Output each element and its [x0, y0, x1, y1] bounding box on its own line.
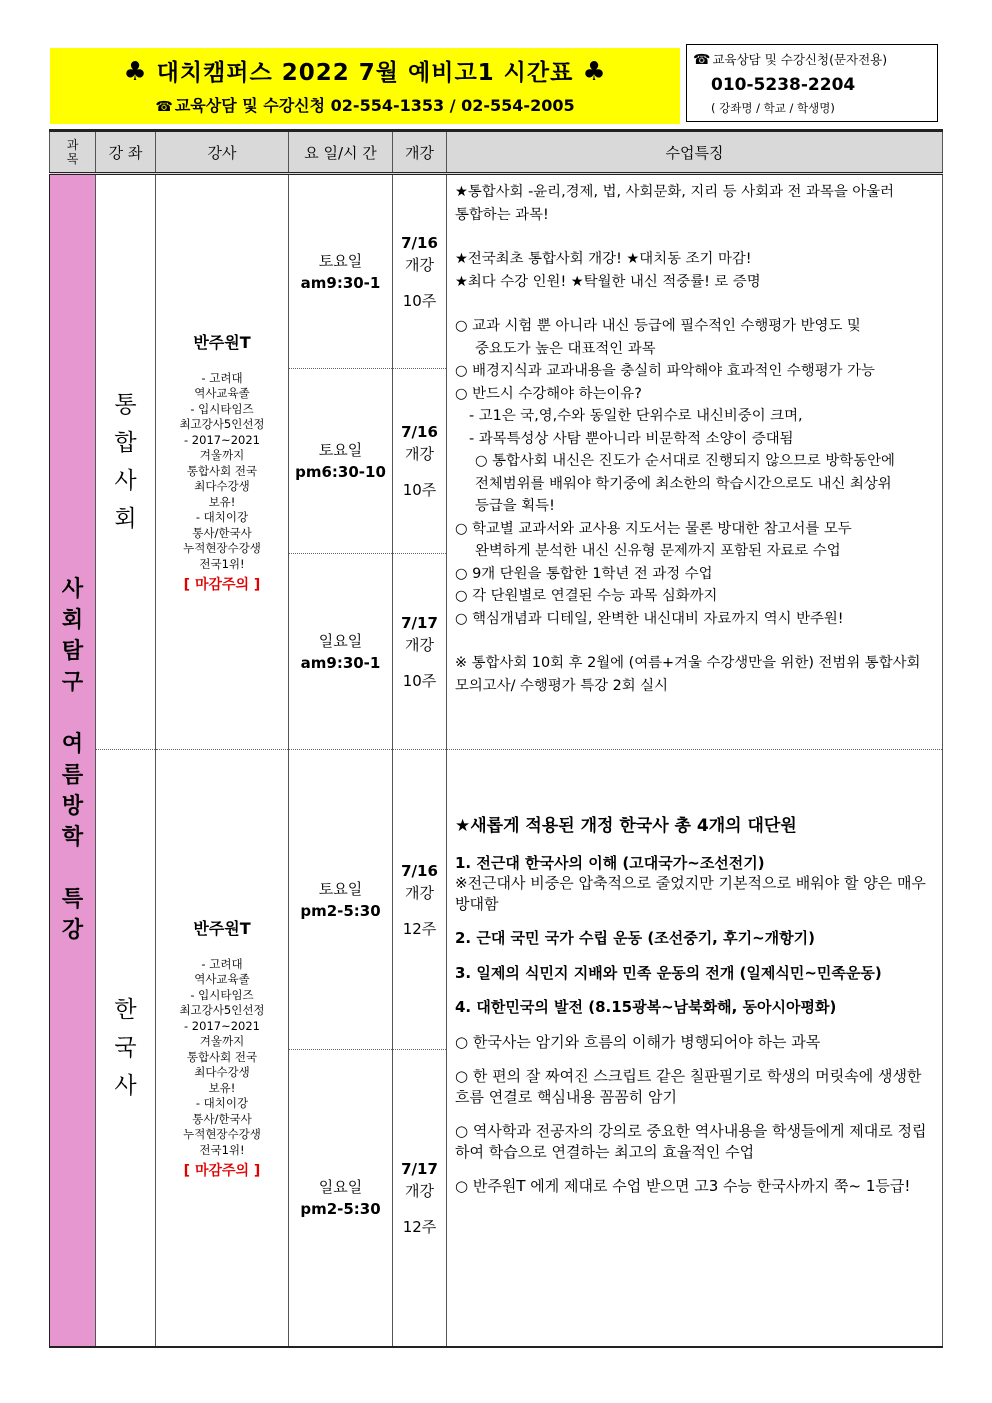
start-label: 개강 — [405, 1181, 434, 1200]
club-suit-icon: ♣ — [123, 57, 148, 87]
header-schedule: 요 일/시 간 — [289, 131, 393, 174]
feature-line: ※전근대사 비중은 압축적으로 줄었지만 기본적으로 배워야 할 양은 매우 방대함 — [455, 874, 926, 913]
feature-line: 통합하는 과목! — [455, 206, 549, 223]
session-weeks: 10주 — [402, 481, 437, 499]
start-date: 7/16 — [401, 423, 438, 441]
feature-line: ○ 배경지식과 교과내용을 충실히 파악해야 효과적인 수행평가 가능 — [455, 363, 875, 379]
teacher-desc-line: 최고강사5인선정 — [179, 1003, 265, 1017]
deadline-warning: [ 마감주의 ] — [183, 1163, 261, 1179]
teacher-desc-line: - 입시타임즈 — [190, 987, 254, 1002]
teacher-desc — [156, 371, 288, 573]
teacher-desc-line: - 2017~2021 — [184, 1018, 260, 1033]
session-start — [393, 750, 447, 1050]
start-date: 7/16 — [401, 861, 438, 880]
feature-line: - 고1은 국,영,수와 동일한 단위수로 내신비중이 크며, — [469, 408, 803, 424]
category-cell — [50, 174, 96, 1347]
feature-line: ★새롭게 적용된 개정 한국사 총 4개의 대단원 — [455, 816, 797, 836]
feature-line: ○ 반주원T 에게 제대로 수업 받으면 고3 수능 한국사까지 쭉~ 1등급! — [455, 1177, 911, 1195]
session-day: 토요일 — [318, 251, 363, 270]
session-start — [393, 1050, 447, 1347]
feature-line: ★통합사회 -윤리,경제, 법, 사회문화, 지리 등 사회과 전 과목을 아울러 — [455, 184, 894, 200]
feature-line: - 과목특성상 사탐 뿐아니라 비문학적 소양이 증대됨 — [469, 430, 794, 447]
feature-line: ○ 한 편의 잘 짜여진 스크립트 같은 칠판필기로 학생의 머릿속에 생생한 흐름 연결로 핵심내용 꼼꼼히 암기 — [455, 1067, 922, 1106]
teacher-desc-line: 역사교육졸 — [194, 972, 250, 986]
teacher-desc-line: - 고려대 — [201, 956, 243, 971]
teacher-desc-line: - 2017~2021 — [184, 432, 260, 447]
teacher-desc-line: 전국1위! — [199, 556, 245, 571]
feature-line: 전체범위를 배워야 학기중에 최소한의 학습시간으로도 내신 최상위 — [475, 475, 892, 492]
contact-box-label-text: 교육상담 및 수강신청(문자전용) — [712, 52, 888, 67]
feature-line: ○ 9개 단원을 통합한 1학년 전 과정 수업 — [455, 565, 713, 582]
start-label: 개강 — [405, 883, 434, 902]
session-start — [393, 174, 447, 369]
teacher-desc-line: - 입시타임즈 — [190, 401, 254, 416]
contact-box — [686, 44, 938, 122]
header-teacher: 강사 — [156, 131, 289, 174]
session-weeks: 10주 — [402, 291, 437, 310]
session-slot — [289, 174, 393, 369]
teacher-desc-line: - 고려대 — [201, 370, 243, 385]
feature-line: ○ 한국사는 암기와 흐름의 이해가 병행되어야 하는 과목 — [455, 1032, 821, 1051]
teacher-name: 반주원T — [193, 332, 251, 352]
teacher-desc-line: 통사/한국사 — [192, 525, 252, 540]
feature-line: ○ 반드시 수강해야 하는이유? — [455, 385, 642, 402]
session-weeks: 12주 — [402, 1217, 437, 1236]
teacher-desc-line: 통합사회 전국 — [186, 463, 258, 478]
session-time: pm2-5:30 — [300, 901, 381, 920]
feature-line: ○ 학교별 교과서와 교사용 지도서는 물론 방대한 참고서를 모두 — [455, 520, 852, 537]
teacher-cell — [156, 174, 289, 750]
feature-line: 모의고사/ 수행평가 특강 2회 실시 — [455, 677, 669, 694]
start-date: 7/16 — [401, 233, 438, 252]
teacher-name: 반주원T — [193, 918, 251, 938]
teacher-desc-line: 겨울까지 — [199, 448, 245, 463]
session-weeks: 12주 — [402, 919, 437, 938]
teacher-desc-line: 누적현장수강생 — [183, 1127, 261, 1141]
header-course: 강 좌 — [96, 131, 156, 174]
start-label: 개강 — [405, 445, 434, 463]
session-time: pm6:30-10 — [295, 463, 386, 481]
phone-icon: ☎ — [693, 52, 711, 68]
header-subject — [50, 131, 96, 174]
course-name: 한 국 사 — [114, 996, 137, 1099]
teacher-desc-line: 겨울까지 — [199, 1034, 245, 1048]
table-header-row — [50, 131, 943, 174]
header-features: 수업특징 — [447, 131, 943, 174]
contact-phone: 010-5238-2204 — [711, 75, 856, 95]
teacher-desc-line: 역사교육졸 — [194, 386, 250, 401]
teacher-desc-line: 최다수강생 — [194, 1065, 250, 1079]
teacher-desc-line: 누적현장수강생 — [183, 541, 261, 556]
feature-spacer — [455, 226, 936, 248]
page-title-text: 대치캠퍼스 2022 7월 예비고1 시간표 — [156, 60, 574, 86]
category-label: 사 회 탐 구 여 름 방 학 특 강 — [61, 577, 84, 944]
session-day: 일요일 — [318, 631, 363, 650]
contact-note: ( 강좌명 / 학교 / 학생명) — [711, 101, 835, 115]
teacher-desc-line: 최고강사5인선정 — [179, 417, 265, 432]
header-subject-text: 과 목 — [66, 138, 79, 166]
feature-spacer — [455, 293, 936, 315]
feature-line: 4. 대한민국의 발전 (8.15광복~남북화해, 동아시아평화) — [455, 998, 837, 1016]
teacher-desc-line: 통합사회 전국 — [186, 1049, 258, 1064]
phone-icon: ☎ — [155, 99, 173, 115]
contact-box-label — [693, 50, 887, 68]
teacher-desc-line: 전국1위! — [199, 1142, 245, 1157]
timetable — [49, 129, 943, 1348]
session-slot — [289, 554, 393, 750]
feature-line: ○ 각 단원별로 연결된 수능 과목 심화까지 — [455, 588, 718, 604]
start-date: 7/17 — [401, 1159, 438, 1178]
teacher-desc-line: 최다수강생 — [194, 479, 250, 494]
teacher-desc-line: - 대치이강 — [195, 1096, 249, 1110]
session-start — [393, 554, 447, 750]
header-subtitle-text: 교육상담 및 수강신청 02-554-1353 / 02-554-2005 — [174, 96, 575, 115]
course-name: 통 합 사 회 — [114, 392, 137, 532]
table-row — [50, 174, 943, 369]
course-features — [447, 750, 943, 1347]
session-slot — [289, 750, 393, 1050]
table-row — [50, 750, 943, 1050]
start-label: 개강 — [405, 635, 434, 654]
start-date: 7/17 — [401, 613, 438, 632]
feature-line: ★전국최초 통합사회 개강! ★대치동 조기 마감! — [455, 251, 752, 267]
club-suit-icon: ♣ — [582, 57, 607, 87]
feature-line: 완벽하게 분석한 내신 신유형 문제까지 포함된 자료로 수업 — [475, 543, 841, 559]
feature-line: ○ 역사학과 전공자의 강의로 중요한 역사내용을 학생들에게 제대로 정립하여 학습으로 연결하는 최고의 효율적인 수업 — [455, 1122, 927, 1161]
page-title — [50, 54, 680, 87]
session-slot — [289, 1050, 393, 1347]
feature-line: 1. 전근대 한국사의 이해 (고대국가~조선전기) — [455, 853, 765, 872]
session-time: pm2-5:30 — [300, 1199, 381, 1218]
teacher-desc — [156, 957, 288, 1159]
teacher-cell — [156, 750, 289, 1347]
header-subtitle — [50, 93, 680, 116]
session-time: am9:30-1 — [300, 273, 381, 292]
course-features — [447, 174, 943, 750]
feature-line: ○ 핵심개념과 디테일, 완벽한 내신대비 자료까지 역시 반주원! — [455, 610, 844, 627]
start-label: 개강 — [405, 255, 434, 274]
teacher-desc-line: 보유! — [208, 1080, 236, 1095]
feature-line: ★최다 수강 인원! ★탁월한 내신 적중률! 로 증명 — [455, 273, 761, 290]
teacher-desc-line: 통사/한국사 — [192, 1111, 252, 1126]
feature-line: 3. 일제의 식민지 지배와 민족 운동의 전개 (일제식민~민족운동) — [455, 963, 882, 982]
session-day: 일요일 — [318, 1177, 363, 1196]
deadline-warning: [ 마감주의 ] — [183, 577, 261, 594]
teacher-desc-line: 보유! — [208, 494, 236, 509]
course-name-cell — [96, 174, 156, 750]
session-day: 토요일 — [318, 879, 363, 898]
feature-line: 2. 근대 국민 국가 수립 운동 (조선중기, 후기~개항기) — [455, 929, 815, 947]
header-banner — [50, 48, 680, 124]
session-weeks: 10주 — [402, 671, 437, 690]
feature-line: ○ 교과 시험 뿐 아니라 내신 등급에 필수적인 수행평가 반영도 및 — [455, 318, 861, 334]
header-start: 개강 — [393, 131, 447, 174]
feature-line: ○ 통합사회 내신은 진도가 순서대로 진행되지 않으므로 방학동안에 — [475, 453, 895, 469]
course-name-cell — [96, 750, 156, 1347]
feature-line: 등급을 획득! — [475, 498, 555, 514]
session-slot — [289, 369, 393, 554]
feature-spacer — [455, 630, 936, 652]
feature-line: ※ 통합사회 10회 후 2월에 (여름+겨울 수강생만을 위한) 전범위 통합사회 — [455, 655, 921, 671]
session-day: 토요일 — [318, 441, 363, 459]
session-time: am9:30-1 — [300, 653, 381, 672]
session-start — [393, 369, 447, 554]
teacher-desc-line: - 대치이강 — [195, 510, 249, 525]
feature-line: 중요도가 높은 대표적인 과목 — [475, 340, 656, 357]
